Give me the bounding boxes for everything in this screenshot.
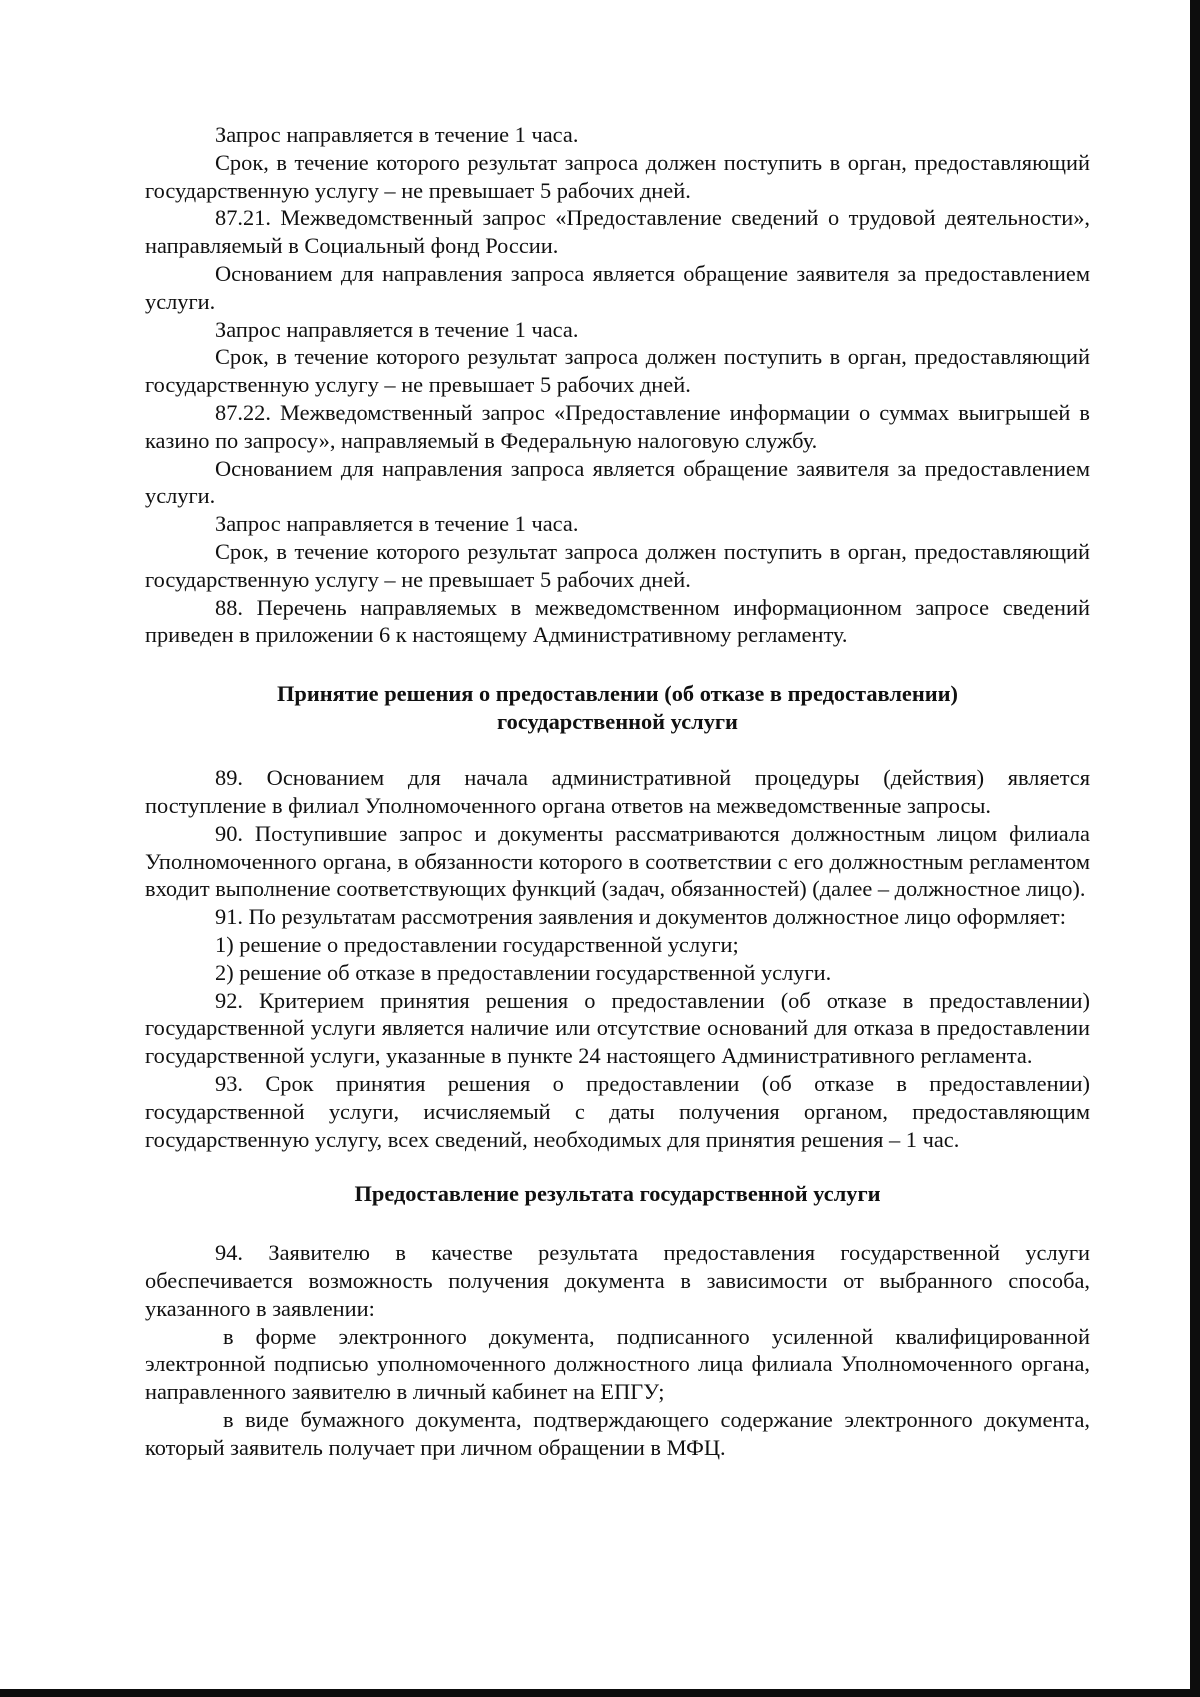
paragraph-deadline-2: Срок, в течение которого результат запроса должен поступить в орган, предоставляющий государственную услугу – не превышает 5 рабочих дней. — [145, 344, 1090, 398]
paragraph-93: 93. Срок принятия решения о предоставлении (об отказе в предоставлении) государственной услуги, исчисляемый с даты получения органом, предоставляющим государственную услугу, всех сведений, необходимых для принятия решения – 1 час. — [145, 1070, 1090, 1152]
document-body — [145, 121, 1090, 1462]
scan-edge-bottom — [0, 1689, 1200, 1697]
paragraph-94-paper: в виде бумажного документа, подтверждающего содержание электронного документа, который заявитель получает при личном обращении в МФЦ. — [145, 1407, 1090, 1460]
paragraph-92: 92. Критерием принятия решения о предоставлении (об отказе в предоставлении) государственной услуги является наличие или отсутствие оснований для отказа в предоставлении государственной услуги, указанные в пункте 24 настоящего Административного регламента. — [145, 987, 1090, 1069]
paragraph-87-22: 87.22. Межведомственный запрос «Предоставление информации о суммах выигрышей в казино по запросу», направляемый в Федеральную налоговую службу. — [145, 399, 1090, 453]
paragraph-request-timing-3: Запрос направляется в течение 1 часа. — [215, 511, 579, 537]
paragraph-94-electronic: в форме электронного документа, подписанного усиленной квалифицированной электронной подписью уполномоченного должностного лица филиала Уполномоченного органа, направленного заявителю в личный кабинет на ЕПГУ; — [145, 1323, 1090, 1405]
section-heading-result: Предоставление результата государственной услуги — [354, 1181, 881, 1207]
list-item-91-2: 2) решение об отказе в предоставлении государственной услуги. — [215, 959, 832, 985]
paragraph-request-timing-1: Запрос направляется в течение 1 часа. — [215, 122, 579, 147]
paragraph-basis-1: Основанием для направления запроса является обращение заявителя за предоставлением услуги. — [145, 260, 1090, 314]
paragraph-88: 88. Перечень направляемых в межведомственном информационном запросе сведений приведен в приложении 6 к настоящему Административному регламенту. — [145, 594, 1090, 648]
paragraph-basis-2: Основанием для направления запроса является обращение заявителя за предоставлением услуги. — [145, 455, 1090, 509]
paragraph-deadline-3: Срок, в течение которого результат запроса должен поступить в орган, предоставляющий государственную услугу – не превышает 5 рабочих дней. — [145, 538, 1090, 592]
paragraph-94: 94. Заявителю в качестве результата предоставления государственной услуги обеспечивается возможность получения документа в зависимости от выбранного способа, указанного в заявлении: — [145, 1240, 1090, 1321]
section-heading-decision — [145, 680, 1090, 736]
scan-edge-right — [1190, 0, 1200, 1697]
section-heading-decision-line1: Принятие решения о предоставлении (об отказе в предоставлении) — [277, 681, 958, 707]
paragraph-89: 89. Основанием для начала административной процедуры (действия) является поступление в филиал Уполномоченного органа ответов на межведомственные запросы. — [145, 765, 1090, 818]
paragraph-91: 91. По результатам рассмотрения заявления и документов должностное лицо оформляет: — [215, 904, 1066, 930]
paragraph-87-21: 87.21. Межведомственный запрос «Предоставление сведений о трудовой деятельности», направляемый в Социальный фонд России. — [145, 205, 1090, 259]
paragraph-request-timing-2: Запрос направляется в течение 1 часа. — [215, 316, 579, 342]
paragraph-deadline-1: Срок, в течение которого результат запроса должен поступить в орган, предоставляющий государственную услугу – не превышает 5 рабочих дней. — [145, 149, 1090, 203]
list-item-91-1: 1) решение о предоставлении государственной услуги; — [215, 931, 739, 957]
paragraph-90: 90. Поступившие запрос и документы рассматриваются должностным лицом филиала Уполномоченного органа, в обязанности которого в соответствии с его должностным регламентом входит выполнение соответствующих функций (задач, обязанностей) (далее – должностное лицо). — [145, 820, 1090, 902]
section-heading-decision-line2: государственной услуги — [497, 709, 738, 735]
